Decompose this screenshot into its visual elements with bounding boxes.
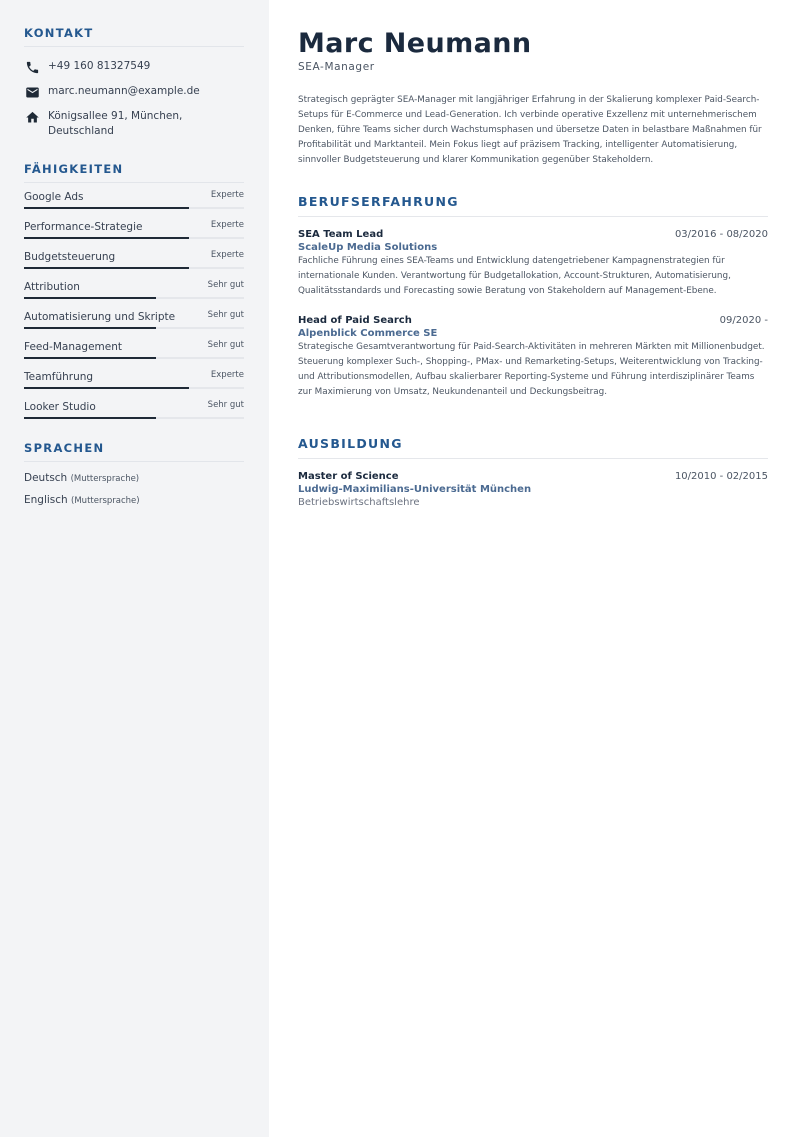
skill-bar-track <box>24 207 244 209</box>
language-note: (Muttersprache) <box>70 474 140 484</box>
skill-item <box>24 367 244 397</box>
skill-bar-fill <box>24 237 189 239</box>
language-name: Englisch <box>24 494 68 506</box>
languages-heading: SPRACHEN <box>24 441 244 462</box>
language-item <box>24 471 244 487</box>
job-date: 03/2016 - 08/2020 <box>674 229 768 240</box>
job-description: Strategische Gesamtverantwortung für Paid-Search-Aktivitäten in mehreren Märkten mit Millionenbudget. Steuerung komplexer Such-, Shopping-, PMax- und Remarketing-Setups, Weiterentwicklung von Tracking- und Attributionsmodellen, Aufbau skalierbarer Reporting-Systeme und Führung interdisziplinärer Teams zur Maximierung von Umsatz, Neukundenanteil und Deckungsbeitrag. <box>298 342 765 397</box>
phone-icon <box>24 59 41 75</box>
education-date: 10/2010 - 02/2015 <box>674 471 768 482</box>
skill-bar-track <box>24 327 244 329</box>
experience-heading: BERUFSERFAHRUNG <box>298 194 768 217</box>
skill-bar-track <box>24 417 244 419</box>
language-note: (Muttersprache) <box>71 496 140 506</box>
skill-item <box>24 217 244 247</box>
skill-level: Sehr gut <box>207 340 244 350</box>
education-entry <box>298 471 768 508</box>
skill-item <box>24 247 244 277</box>
experience-entry <box>298 315 768 400</box>
skill-name: Feed-Management <box>24 341 123 353</box>
skill-name: Automatisierung und Skripte <box>24 311 176 323</box>
job-date: 09/2020 - <box>719 315 768 326</box>
skill-item <box>24 397 244 427</box>
skill-level: Experte <box>210 250 244 260</box>
address-text: Königsallee 91, München, Deutschland <box>48 110 183 137</box>
degree-title: Master of Science <box>298 471 399 482</box>
skill-bar-fill <box>24 357 156 359</box>
contact-address <box>24 109 244 139</box>
school-name: Ludwig-Maximilians-Universität München <box>298 484 532 495</box>
skill-bar-fill <box>24 267 189 269</box>
skill-item <box>24 187 244 217</box>
skill-level: Sehr gut <box>207 310 244 320</box>
skill-level: Sehr gut <box>207 400 244 410</box>
skill-name: Google Ads <box>24 191 84 203</box>
job-description: Fachliche Führung eines SEA-Teams und Entwicklung datengetriebener Kampagnenstrategien für internationale Kunden. Verantwortung für Budgetallokation, Account-Strukturen, Automatisierung, Qualitätsstandards und Forecasting sowie Beratung von Stakeholdern auf Management-Ebene. <box>298 256 731 296</box>
skill-item <box>24 307 244 337</box>
skill-bar-track <box>24 387 244 389</box>
job-title: SEA Team Lead <box>298 229 384 240</box>
home-icon <box>24 109 41 125</box>
skills-heading: FÄHIGKEITEN <box>24 162 244 183</box>
person-name: Marc Neumann <box>298 28 532 59</box>
skill-bar-fill <box>24 327 156 329</box>
education-heading: AUSBILDUNG <box>298 436 768 459</box>
person-role: SEA-Manager <box>298 61 375 73</box>
skill-bar-fill <box>24 417 156 419</box>
skills-list <box>24 187 244 427</box>
skill-name: Budgetsteuerung <box>24 251 116 263</box>
job-title: Head of Paid Search <box>298 315 412 326</box>
skill-level: Experte <box>210 370 244 380</box>
contact-phone <box>24 59 244 75</box>
skill-item <box>24 337 244 367</box>
skill-level: Experte <box>210 220 244 230</box>
contact-email <box>24 84 244 100</box>
profile-summary: Strategisch geprägter SEA-Manager mit langjähriger Erfahrung in der Skalierung komplexer Paid-Search-Setups für E-Commerce und Lead-Generation. Ich verbinde operative Exzellenz mit unternehmerischem Denken, führe Teams sicher durch Wachstumsphasen und übersetze Daten in belastbare Maßnahmen für Profitabilität und Marktanteil. Mein Fokus liegt auf präzisem Tracking, intelligenter Automatisierung, sinnvoller Budgetsteuerung und klarer Kommunikation gegenüber Stakeholdern. <box>298 95 762 165</box>
skill-name: Attribution <box>24 281 80 293</box>
job-company: ScaleUp Media Solutions <box>298 242 438 253</box>
skill-bar-track <box>24 297 244 299</box>
skill-bar-track <box>24 357 244 359</box>
experience-entry <box>298 229 768 299</box>
languages-list <box>24 471 244 509</box>
skill-level: Experte <box>210 190 244 200</box>
email-text: marc.neumann@example.de <box>48 85 200 97</box>
language-item <box>24 493 244 509</box>
sidebar <box>0 0 269 1137</box>
skill-bar-fill <box>24 297 156 299</box>
job-company: Alpenblick Commerce SE <box>298 328 438 339</box>
skill-bar-fill <box>24 207 189 209</box>
email-icon <box>24 84 41 100</box>
skill-bar-track <box>24 267 244 269</box>
skill-name: Teamführung <box>24 371 94 383</box>
skill-bar-fill <box>24 387 189 389</box>
language-name: Deutsch <box>24 472 68 484</box>
skill-item <box>24 277 244 307</box>
phone-text: +49 160 81327549 <box>48 60 151 72</box>
skill-bar-track <box>24 237 244 239</box>
skill-name: Performance-Strategie <box>24 221 143 233</box>
field-of-study: Betriebswirtschaftslehre <box>298 497 420 508</box>
contact-heading: KONTAKT <box>24 26 244 47</box>
skill-name: Looker Studio <box>24 401 96 413</box>
skill-level: Sehr gut <box>207 280 244 290</box>
main-content <box>269 0 804 1137</box>
